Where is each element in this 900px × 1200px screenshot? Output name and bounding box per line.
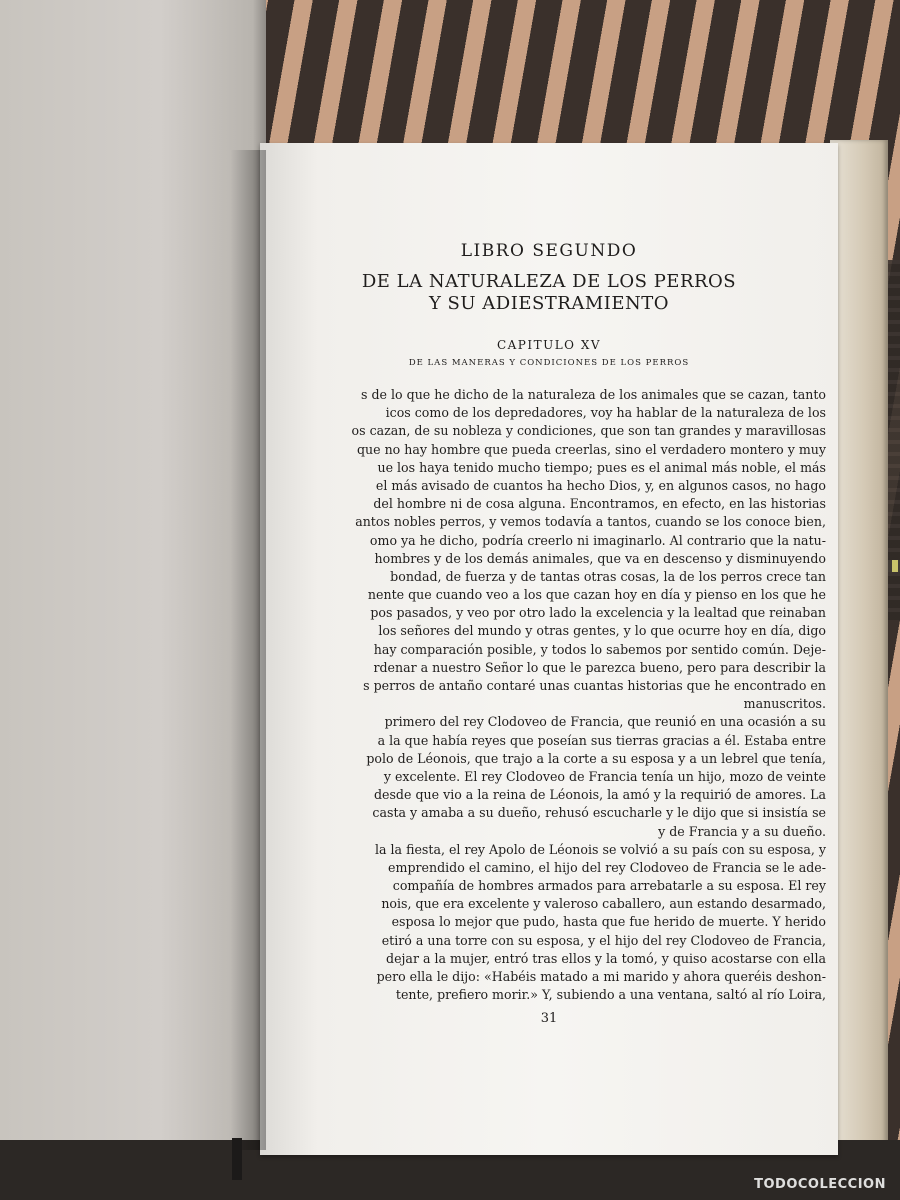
left-page	[0, 0, 266, 1140]
body-line: pos pasados, y veo por otro lado la excelencia y la lealtad que reinaban	[370, 605, 826, 621]
bookmark-ribbon	[232, 1138, 242, 1180]
body-line: omo ya he dicho, podría creerlo ni imaginarlo. Al contrario que la natu-	[369, 532, 826, 548]
body-line: rdenar a nuestro Señor lo que le parezca bueno, pero para describir la	[373, 659, 826, 675]
body-line: ue los haya tenido mucho tiempo; pues es el animal más noble, el más	[377, 459, 826, 475]
book-heading: LIBRO SEGUNDO	[460, 241, 638, 261]
body-line: etiró a una torre con su esposa, y el hijo del rey Clodoveo de Francia,	[381, 932, 826, 948]
page-gutter-shadow	[230, 150, 266, 1150]
body-line: el más avisado de cuantos ha hecho Dios, y, en algunos casos, no hago	[375, 477, 826, 493]
book-cover-edge	[830, 140, 888, 1175]
body-line: hombres y de los demás animales, que va en descenso y disminuyendo	[374, 550, 826, 566]
body-line: emprendido el camino, el hijo del rey Clodoveo de Francia se le ade-	[388, 859, 826, 875]
body-line: casta y amaba a su dueño, rehusó escucharle y le dijo que si insistía se	[372, 805, 826, 821]
body-line: primero del rey Clodoveo de Francia, que reunió en una ocasión a su	[384, 714, 826, 730]
body-line: polo de Léonois, que trajo a la corte a su esposa y a un lebrel que tenía,	[366, 750, 826, 766]
body-line: s de lo que he dicho de la naturaleza de los animales que se cazan, tanto	[361, 387, 826, 402]
body-line: icos como de los depredadores, voy ha hablar de la naturaleza de los	[385, 405, 826, 421]
body-line: manuscritos.	[743, 696, 826, 712]
body-line: dejar a la mujer, entró tras ellos y la tomó, y quiso acostarse con ella	[386, 950, 826, 966]
body-text	[260, 386, 832, 1004]
body-line: a la que había reyes que poseían sus tierras gracias a él. Estaba entre	[377, 732, 826, 748]
body-line: esposa lo mejor que pudo, hasta que fue herido de muerte. Y herido	[391, 914, 826, 930]
body-line: s perros de antaño contaré unas cuantas historias que he encontrado en	[363, 678, 826, 693]
body-line: nente que cuando veo a los que cazan hoy en día y pienso en los que he	[367, 587, 826, 603]
chapter-subtitle: DE LAS MANERAS Y CONDICIONES DE LOS PERROS	[408, 358, 690, 368]
title-line-2: Y SU ADIESTRAMIENTO	[428, 293, 670, 314]
body-line: os cazan, de su nobleza y condiciones, que son tan grandes y maravillosas	[351, 423, 826, 439]
body-line: hay comparación posible, y todos lo sabemos por sentido común. Deje-	[373, 641, 826, 657]
body-line: compañía de hombres armados para arrebatarle a su esposa. El rey	[392, 878, 826, 894]
title-line-1: DE LA NATURALEZA DE LOS PERROS	[361, 271, 737, 292]
body-line: y de Francia y a su dueño.	[658, 823, 826, 839]
watermark: TODOCOLECCION	[754, 1177, 886, 1192]
body-line: la la fiesta, el rey Apolo de Léonois se volvió a su país con su esposa, y	[374, 841, 826, 857]
chapter-heading: CAPITULO XV	[496, 338, 602, 352]
body-line: bondad, de fuerza y de tantas otras cosas, la de los perros crece tan	[390, 568, 826, 584]
body-line: desde que vio a la reina de Léonois, la amó y la requirió de amores. La	[373, 787, 826, 803]
body-line: del hombre ni de cosa alguna. Encontramos, en efecto, en las historias	[373, 496, 826, 512]
body-line: pero ella le dijo: «Habéis matado a mi marido y ahora queréis deshon-	[376, 969, 826, 984]
body-line: que no hay hombre que pueda creerlas, sino el verdadero montero y muy	[356, 441, 826, 457]
body-line: y excelente. El rey Clodoveo de Francia tenía un hijo, mozo de veinte	[383, 768, 826, 784]
body-line: nois, que era excelente y valeroso caballero, aun estando desarmado,	[381, 896, 826, 912]
body-line: antos nobles perros, y vemos todavía a tantos, cuando se los conoce bien,	[355, 514, 826, 530]
body-line: tente, prefiero morir.» Y, subiendo a una ventana, saltó al río Loira,	[395, 987, 826, 1003]
page-number: 31	[540, 1011, 558, 1026]
body-line: los señores del mundo y otras gentes, y lo que ocurre hoy en día, digo	[378, 623, 826, 639]
right-page	[260, 143, 838, 1155]
